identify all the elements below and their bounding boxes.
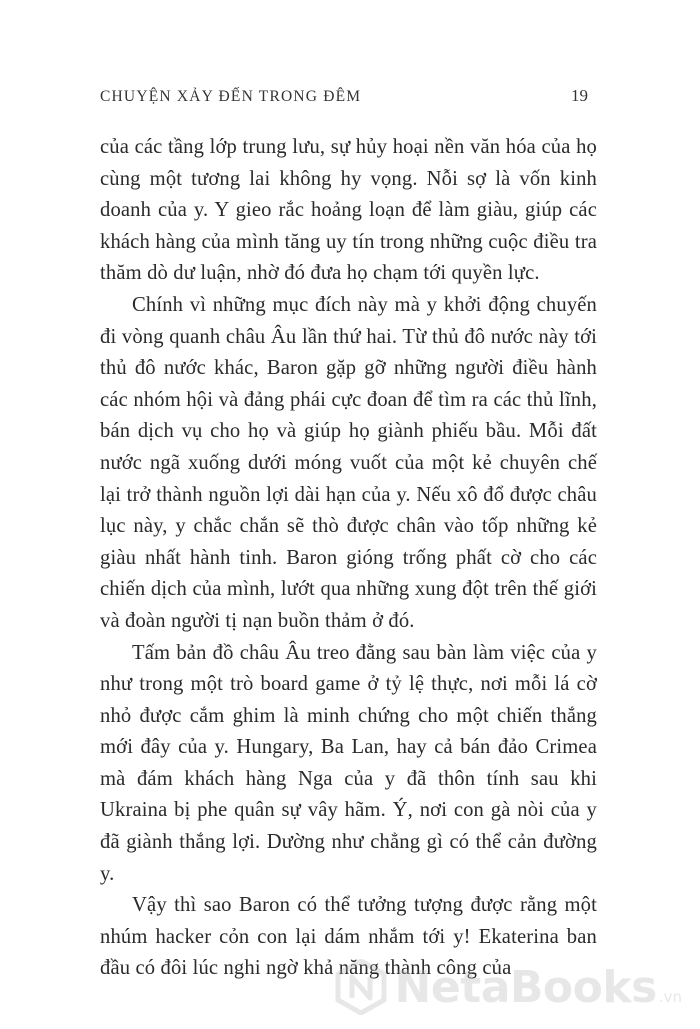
running-title: CHUYỆN XẢY ĐẾN TRONG ĐÊM xyxy=(100,88,362,105)
paragraph-3: Tấm bản đồ châu Âu treo đằng sau bàn làm việc của y như trong một trò board game ở tỷ lệ thực, nơi mỗi lá cờ nhỏ được cắm ghim là minh chứng cho một chiến thắng mới đây của y. Hungary, Ba Lan, hay cả bán đảo Crimea mà đám khách hàng Nga của y đã thôn tính sau khi Ukraina bị phe quân sự vây hãm. Ý, nơi con gà nòi của y đã giành thắng lợi. Dường như chẳng gì có thể cản đường y. xyxy=(100,641,597,885)
page-header xyxy=(100,86,588,114)
watermark-suffix: .vn xyxy=(658,988,682,1006)
page-number: 19 xyxy=(571,86,588,105)
paragraph-2: Chính vì những mục đích này mà y khởi động chuyến đi vòng quanh châu Âu lần thứ hai. Từ thủ đô nước này tới thủ đô nước khác, Baron gặp gỡ những người điều hành các nhóm hội và đảng phái cực đoan để tìm ra các thủ lĩnh, bán dịch vụ cho họ và giúp họ giành phiếu bầu. Mỗi đất nước ngã xuống dưới móng vuốt của một kẻ chuyên chế lại trở thành nguồn lợi dài hạn của y. Nếu xô đổ được châu lục này, y chắc chắn sẽ thò được chân vào tốp những kẻ giàu nhất hành tinh. Baron gióng trống phất cờ cho các chiến dịch của mình, lướt qua những xung đột trên thế giới và đoàn người tị nạn buồn thảm ở đó. xyxy=(100,293,597,632)
watermark-brand: NetaBooks xyxy=(394,961,657,1013)
paragraph-1: của các tầng lớp trung lưu, sự hủy hoại nền văn hóa của họ cùng một tương lai không hy vọng. Nỗi sợ là vốn kinh doanh của y. Y gieo rắc hoảng loạn để làm giàu, giúp các khách hàng của mình tăng uy tín trong những cuộc điều tra thăm dò dư luận, nhờ đó đưa họ chạm tới quyền lực. xyxy=(100,136,597,285)
body-text xyxy=(100,132,597,985)
paragraph-4: Vậy thì sao Baron có thể tưởng tượng được rằng một nhúm hacker cỏn con lại dám nhắm tới y! Ekaterina ban đầu có đôi lúc nghi ngờ khả năng thành công của xyxy=(100,894,597,980)
